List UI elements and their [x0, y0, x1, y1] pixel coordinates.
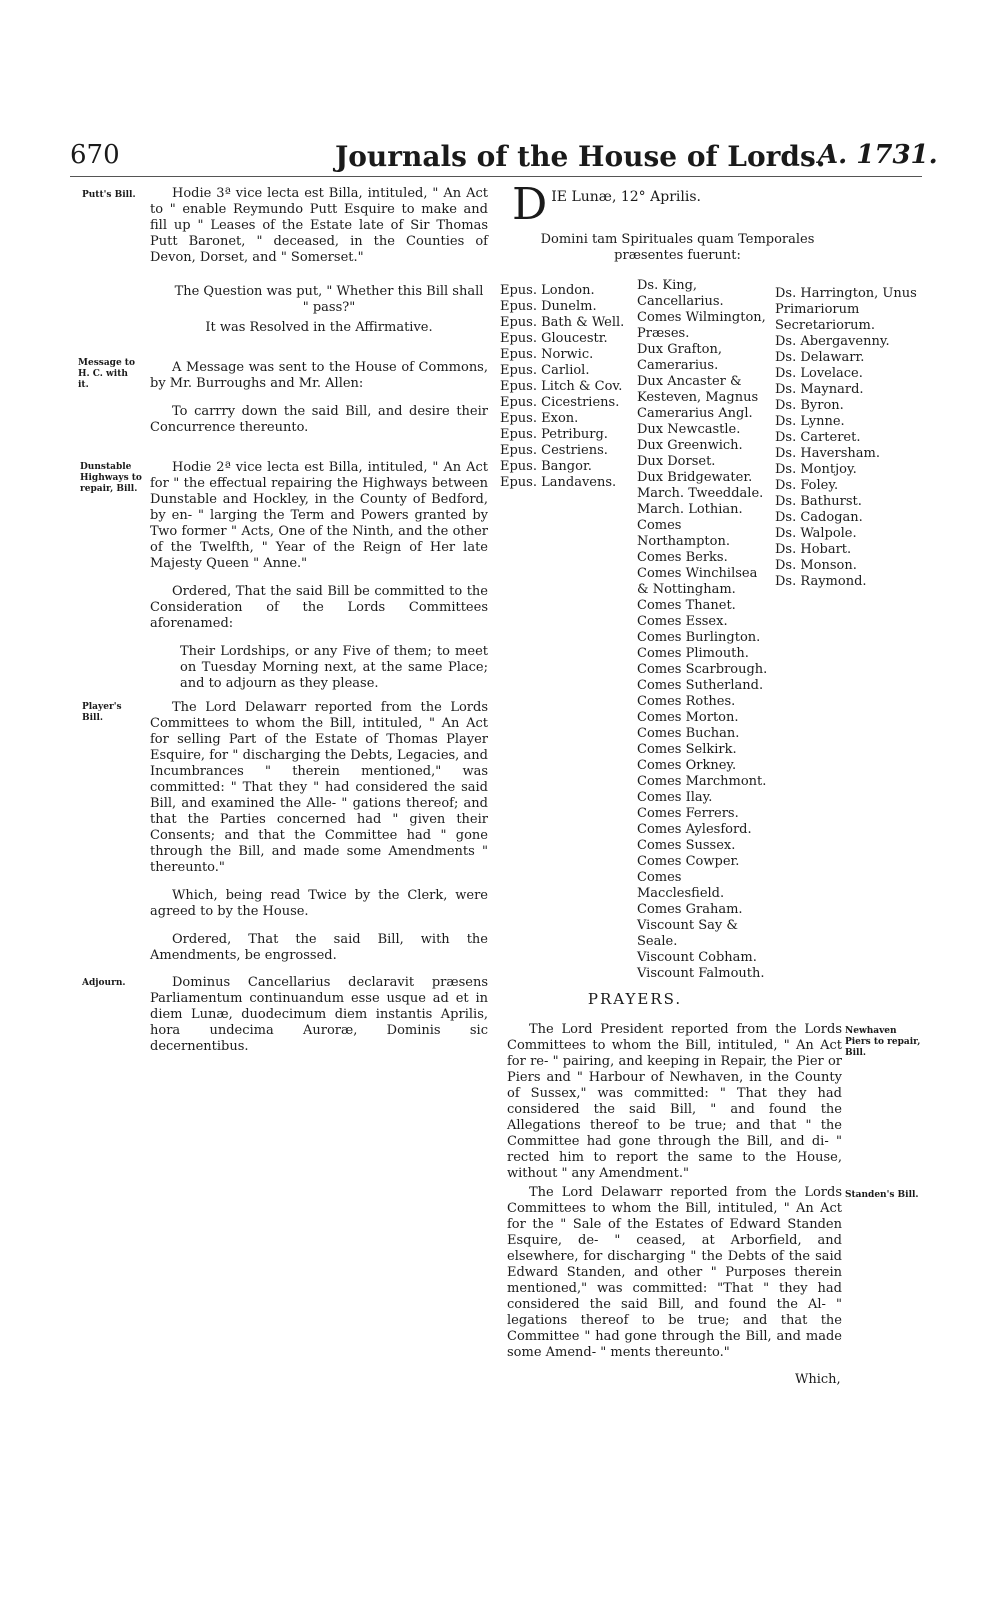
- baron-entry: Ds. Monson.: [775, 558, 857, 573]
- peer-entry: Comes Buchan.: [637, 726, 740, 741]
- message-section: [150, 360, 488, 448]
- bishop-entry: Epus. Landavens.: [500, 475, 617, 490]
- peer-entry: Comes Essex.: [637, 614, 728, 629]
- peer-entry: Comes Sussex.: [637, 838, 736, 853]
- peer-entry: Dux Bridgewater.: [637, 470, 753, 485]
- peer-entry: Comes Orkney.: [637, 758, 737, 773]
- margin-note-message: Message to H. C. with it.: [78, 358, 135, 390]
- bishop-entry: Epus. Bangor.: [500, 459, 592, 474]
- dunstable-section: [150, 460, 488, 704]
- putt-bill-text: Hodie 3ª vice lecta est Billa, intituled, " An Act to " enable Reymundo Putt Esquire to make and fill up " Leases of the Estate late of Sir Thomas Putt Baronet, " deceased, in the Counties of Devon, Dorset, and " Somerset.": [150, 186, 488, 265]
- die-dropcap: D: [512, 179, 548, 230]
- peer-entry: Comes Burlington.: [637, 630, 761, 645]
- peer-entry: Comes Ilay.: [637, 790, 713, 805]
- baron-entry: Ds. Haversham.: [775, 446, 880, 461]
- baron-entry: Ds. Foley.: [775, 478, 839, 493]
- peer-entry: Comes Ferrers.: [637, 806, 739, 821]
- dunstable-bill-text: Hodie 2ª vice lecta est Billa, intituled, " An Act for " the effectual repairing the Highways between Dunstable and Hockley, in the County of Bedford, by en- " larging the Term and Powers granted by Two former " Acts, One of the Ninth, and the other of the Twelfth, " Year of the Reign of Her late Majesty Queen " Anne.": [150, 460, 488, 571]
- bishop-entry: Epus. Litch & Cov.: [500, 379, 623, 394]
- player-agreed: Which, being read Twice by the Clerk, were agreed to by the House.: [150, 888, 488, 919]
- peer-entry: Comes Scarbrough.: [637, 662, 768, 677]
- message-concurrence: To carrry down the said Bill, and desire their Concurrence thereunto.: [150, 404, 488, 435]
- catchword: Which,: [795, 1372, 841, 1387]
- putt-resolved: It was Resolved in the Affirmative.: [205, 320, 433, 335]
- peer-entry: Comes Berks.: [637, 550, 728, 565]
- peer-entry: Comes Wilmington, Præses.: [637, 310, 766, 341]
- baron-entry: Ds. Delawarr.: [775, 350, 865, 365]
- page-year: A. 1731.: [818, 140, 938, 170]
- baron-entry: Ds. Abergavenny.: [775, 334, 890, 349]
- peer-entry: Comes Thanet.: [637, 598, 736, 613]
- player-section: [150, 700, 488, 976]
- baron-entry: Ds. Byron.: [775, 398, 844, 413]
- margin-note-player: Player's Bill.: [82, 702, 122, 723]
- peer-entry: Comes Graham.: [637, 902, 743, 917]
- peer-entry: March. Lothian.: [637, 502, 743, 517]
- message-text: A Message was sent to the House of Commons, by Mr. Burroughs and Mr. Allen:: [150, 360, 488, 391]
- margin-note-standen: Standen's Bill.: [845, 1190, 919, 1200]
- bishop-entry: Epus. Gloucestr.: [500, 331, 608, 346]
- baron-entry: Ds. Maynard.: [775, 382, 864, 397]
- peer-entry: Dux Grafton, Camerarius.: [637, 342, 722, 373]
- header-rule: [70, 176, 922, 177]
- baron-entry: Ds. Harrington, Unus Primariorum Secretariorum.: [775, 286, 917, 333]
- adjourn-section: [150, 975, 488, 1067]
- peer-entry: Comes Northampton.: [637, 518, 730, 549]
- peer-entry: Viscount Cobham.: [637, 950, 757, 965]
- standen-bill-text: The Lord Delawarr reported from the Lords Committees to whom the Bill, intituled, " An Act for the " Sale of the Estates of Edward Standen Esquire, de- " ceased, at Arborfield, and elsewhere, for discharging " the Debts of the said Edward Standen, and other " Purposes therein mentioned," was committed: "That " they had considered the said Bill, and found the Al- " legations thereof to be true; and that the Committee " had gone through the Bill, and made some Amend- " ments thereunto.": [507, 1185, 842, 1360]
- peers-column: [637, 278, 769, 982]
- page-title: Journals of the House of Lords.: [335, 140, 826, 173]
- peer-entry: Dux Ancaster & Kesteven, Magnus Camerarius Angl.: [637, 374, 759, 421]
- peer-entry: Dux Dorset.: [637, 454, 716, 469]
- bishop-entry: Epus. Cicestriens.: [500, 395, 620, 410]
- bishop-entry: Epus. Dunelm.: [500, 299, 597, 314]
- peer-entry: Comes Aylesford.: [637, 822, 752, 837]
- die-heading: [512, 179, 842, 230]
- domini-heading: Domini tam Spirituales quam Temporales præsentes fuerunt:: [540, 232, 815, 263]
- prayers-heading: PRAYERS.: [587, 990, 683, 1008]
- page-number: 670: [70, 140, 120, 170]
- bishop-entry: Epus. Norwic.: [500, 347, 594, 362]
- die-date: IE Lunæ, 12° Aprilis.: [551, 189, 701, 205]
- bishops-column: [500, 283, 632, 491]
- bishop-entry: Epus. London.: [500, 283, 595, 298]
- margin-note-newhaven: Newhaven Piers to repair, Bill.: [845, 1026, 921, 1058]
- baron-entry: Ds. Hobart.: [775, 542, 852, 557]
- baron-entry: Ds. Cadogan.: [775, 510, 863, 525]
- peer-entry: Comes Morton.: [637, 710, 739, 725]
- peer-entry: Comes Marchmont.: [637, 774, 767, 789]
- peer-entry: Comes Macclesfield.: [637, 870, 725, 901]
- margin-note-adjourn: Adjourn.: [82, 978, 126, 988]
- baron-entry: Ds. Raymond.: [775, 574, 867, 589]
- standen-section: [507, 1185, 842, 1373]
- peer-entry: March. Tweeddale.: [637, 486, 764, 501]
- margin-note-dunstable: Dunstable Highways to repair, Bill.: [80, 462, 142, 494]
- adjourn-text: Dominus Cancellarius declaravit præsens Parliamentum continuandum esse usque ad et in diem Lunæ, duodecimum diem instantis Aprilis, hora undecima Auroræ, Dominis sic decernentibus.: [150, 975, 488, 1054]
- peer-entry: Comes Cowper.: [637, 854, 740, 869]
- bishop-entry: Epus. Carliol.: [500, 363, 590, 378]
- baron-entry: Ds. Bathurst.: [775, 494, 862, 509]
- bishop-entry: Epus. Cestriens.: [500, 443, 608, 458]
- peer-entry: Comes Winchilsea & Nottingham.: [637, 566, 758, 597]
- peer-entry: Viscount Say & Seale.: [637, 918, 738, 949]
- putt-question: The Question was put, " Whether this Bill shall " pass?": [174, 284, 484, 315]
- newhaven-bill-text: The Lord President reported from the Lords Committees to whom the Bill, intituled, " An Act for re- " pairing, and keeping in Repair, the Pier or Piers and " Harbour of Newhaven, in the County of Sussex," was committed: " That they had considered the said Bill, " and found the Allegations thereof to be true; and that " the Committee had gone through the Bill, and di- " rected him to report the same to the House, without " any Amendment.": [507, 1022, 842, 1181]
- bishop-entry: Epus. Exon.: [500, 411, 579, 426]
- peer-entry: Comes Sutherland.: [637, 678, 764, 693]
- baron-entry: Ds. Lynne.: [775, 414, 845, 429]
- putt-bill-section: [150, 186, 488, 348]
- margin-note-putt: Putt's Bill.: [82, 190, 136, 200]
- peer-entry: Comes Selkirk.: [637, 742, 737, 757]
- baron-entry: Ds. Walpole.: [775, 526, 857, 541]
- peer-entry: Comes Plimouth.: [637, 646, 749, 661]
- peer-entry: Comes Rothes.: [637, 694, 736, 709]
- baron-entry: Ds. Lovelace.: [775, 366, 863, 381]
- newhaven-section: [507, 1022, 842, 1194]
- peer-entry: Ds. King, Cancellarius.: [637, 278, 724, 309]
- peer-entry: Dux Newcastle.: [637, 422, 741, 437]
- peer-entry: Viscount Falmouth.: [637, 966, 765, 981]
- baron-entry: Ds. Carteret.: [775, 430, 861, 445]
- dunstable-meet: Their Lordships, or any Five of them; to meet on Tuesday Morning next, at the same Place; and to adjourn as they please.: [180, 644, 488, 691]
- dunstable-ordered: Ordered, That the said Bill be committed to the Consideration of the Lords Committees aforenamed:: [150, 584, 488, 631]
- player-bill-text: The Lord Delawarr reported from the Lords Committees to whom the Bill, intituled, " An Act for selling Part of the Estate of Thomas Player Esquire, for " discharging the Debts, Legacies, and Incumbrances " therein mentioned," was committed: " That they " had considered the said Bill, and examined the Alle- " gations thereof; and that the Parties concerned had " given their Consents; and that the Committee had " gone through the Bill, and made some Amendments " thereunto.": [150, 700, 488, 875]
- bishop-entry: Epus. Petriburg.: [500, 427, 608, 442]
- barons-column: [775, 286, 920, 590]
- peer-entry: Dux Greenwich.: [637, 438, 743, 453]
- baron-entry: Ds. Montjoy.: [775, 462, 857, 477]
- bishop-entry: Epus. Bath & Well.: [500, 315, 625, 330]
- player-ordered: Ordered, That the said Bill, with the Amendments, be engrossed.: [150, 932, 488, 963]
